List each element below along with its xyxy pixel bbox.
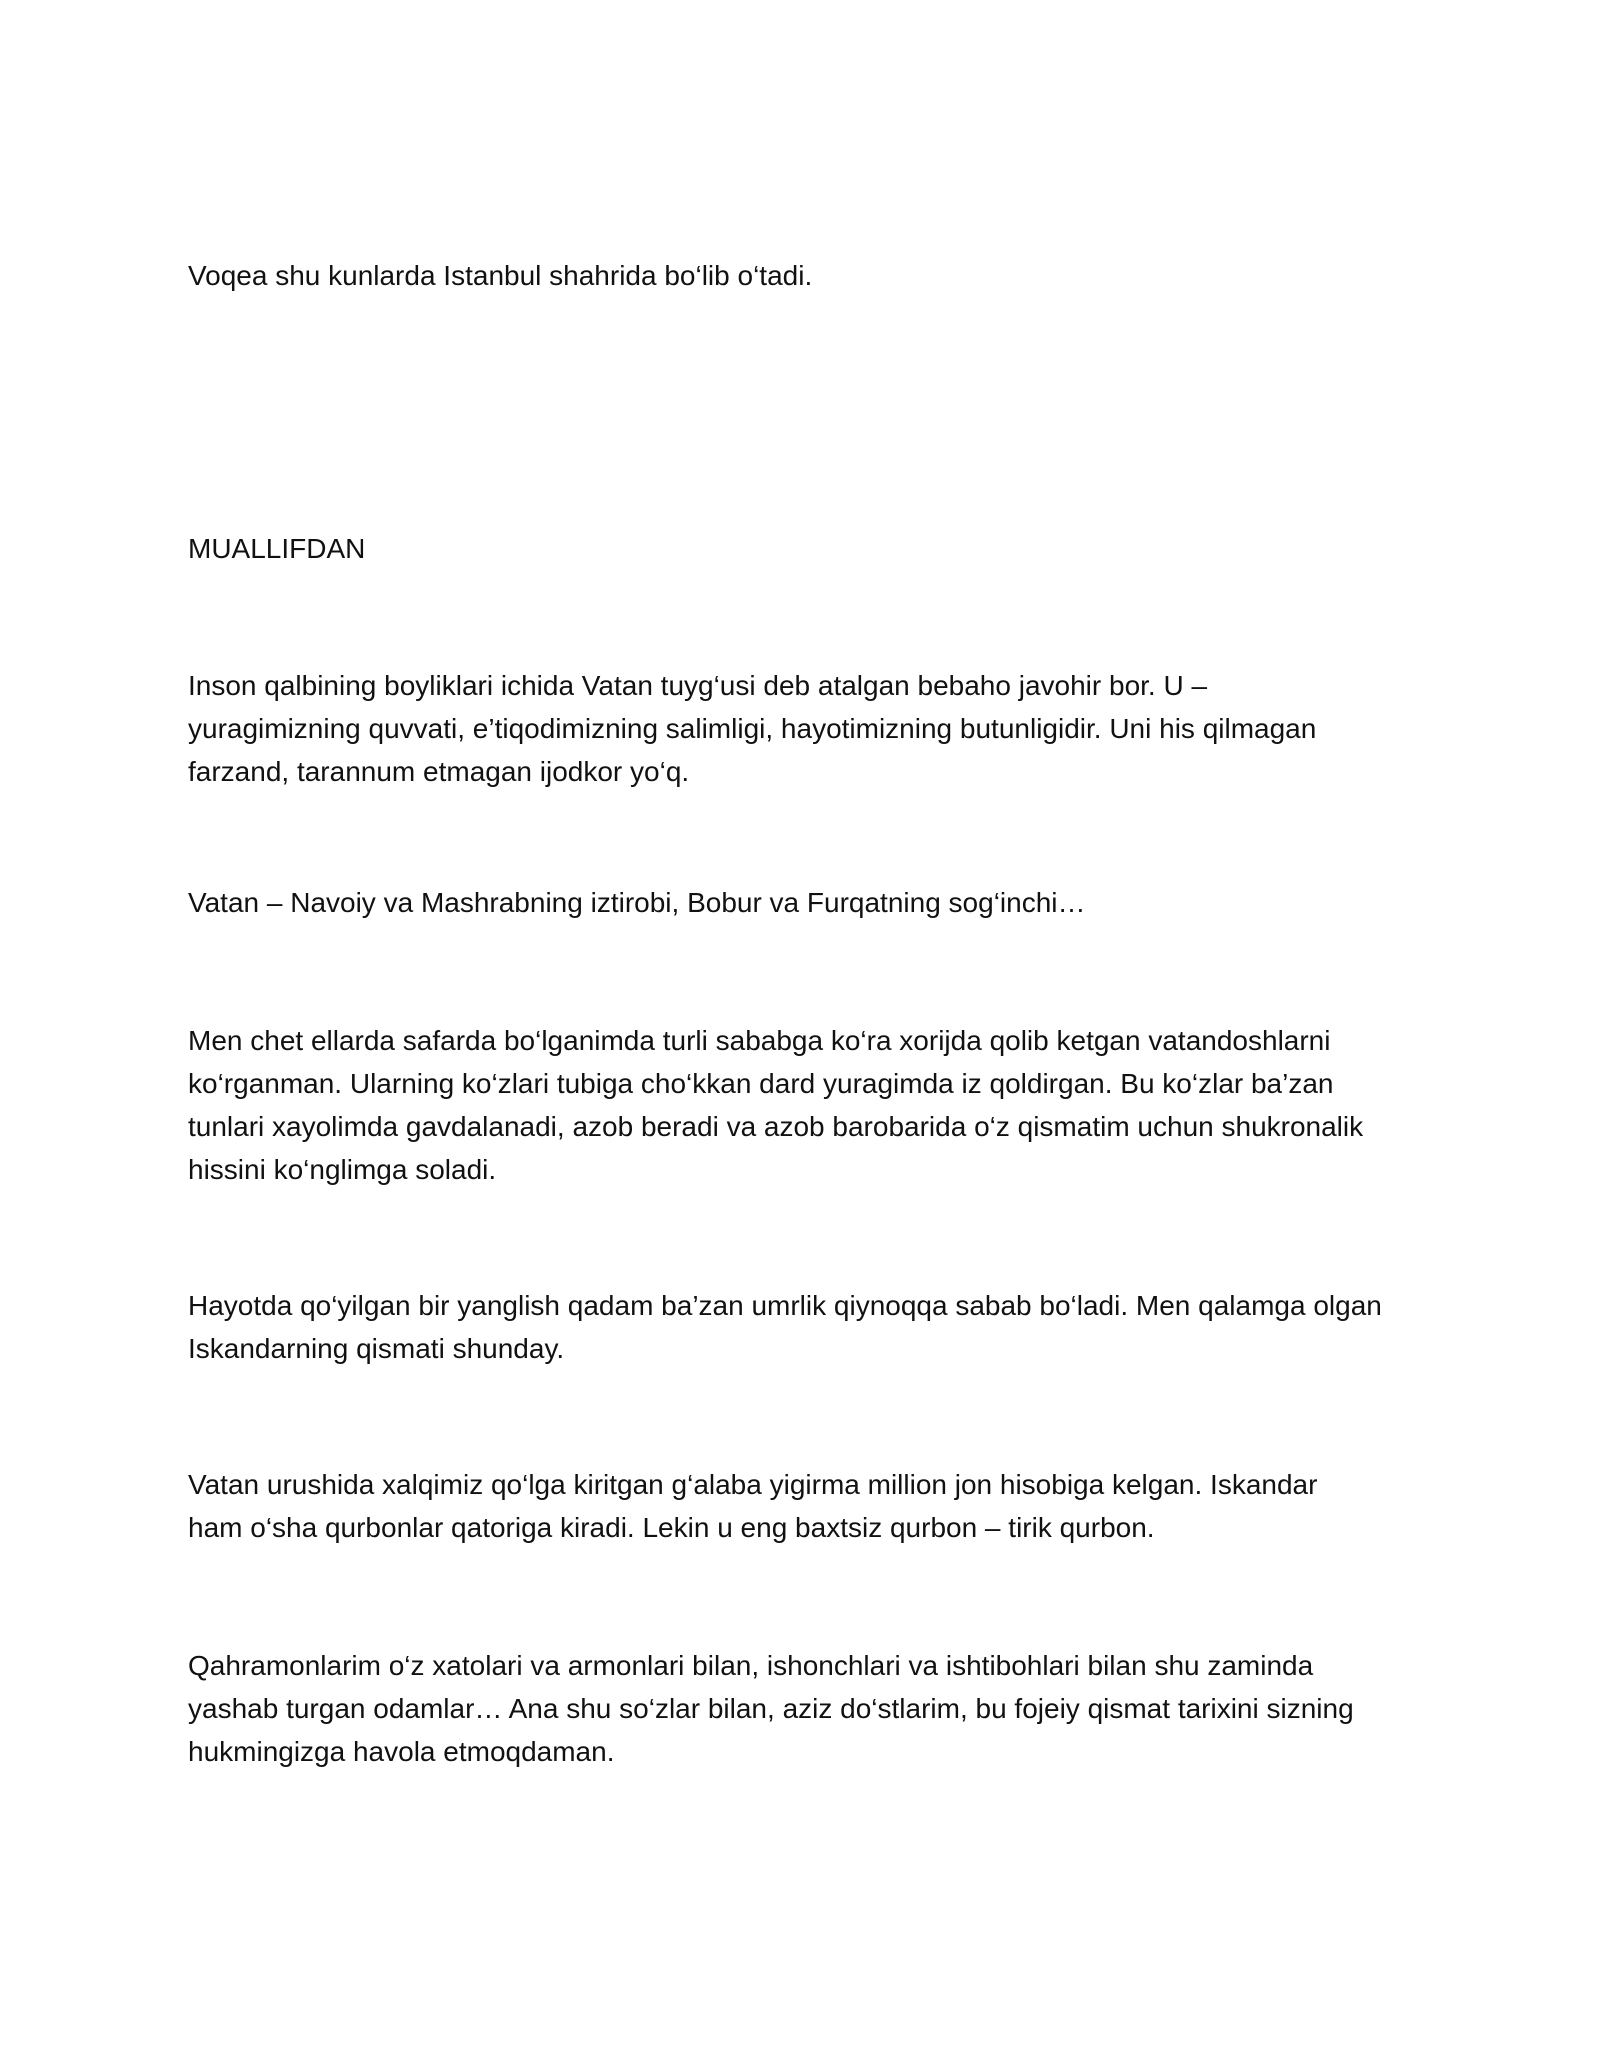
text-line: Voqea shu kunlarda Istanbul shahrida bo‘lib o‘tadi. xyxy=(188,260,813,291)
text-line: Vatan – Navoiy va Mashrabning iztirobi, Bobur va Furqatning sog‘inchi… xyxy=(188,887,1086,918)
paragraph-2 xyxy=(188,881,1428,924)
text-line: Vatan urushida xalqimiz qo‘lga kiritgan g‘alaba yigirma million jon hisobiga kelgan. Iskandar xyxy=(188,1469,1318,1500)
paragraph-6 xyxy=(188,1644,1428,1773)
text-line: tunlari xayolimda gavdalanadi, azob beradi va azob barobarida o‘z qismatim uchun shukronalik xyxy=(188,1111,1364,1142)
text-line: farzand, tarannum etmagan ijodkor yo‘q. xyxy=(188,756,690,787)
paragraph-4 xyxy=(188,1284,1428,1370)
text-line: Hayotda qo‘yilgan bir yanglish qadam ba’zan umrlik qiynoqqa sabab bo‘ladi. Men qalamga olgan xyxy=(188,1290,1382,1321)
section-heading xyxy=(188,527,1428,570)
paragraph-1 xyxy=(188,664,1428,793)
text-line: ham o‘sha qurbonlar qatoriga kiradi. Lekin u eng baxtsiz qurbon – tirik qurbon. xyxy=(188,1512,1155,1543)
opening-line xyxy=(188,254,1428,297)
text-line: ko‘rganman. Ularning ko‘zlari tubiga cho‘kkan dard yuragimda iz qoldirgan. Bu ko‘zlar ba’zan xyxy=(188,1068,1334,1099)
text-line: Inson qalbining boyliklari ichida Vatan tuyg‘usi deb atalgan bebaho javohir bor. U – xyxy=(188,670,1208,701)
text-line: hukmingizga havola etmoqdaman. xyxy=(188,1736,615,1767)
text-line: hissini ko‘nglimga soladi. xyxy=(188,1154,497,1185)
text-line: yashab turgan odamlar… Ana shu so‘zlar bilan, aziz do‘stlarim, bu fojeiy qismat tarixini sizning xyxy=(188,1693,1354,1724)
text-line: Men chet ellarda safarda bo‘lganimda turli sababga ko‘ra xorijda qolib ketgan vatandoshlarni xyxy=(188,1025,1331,1056)
paragraph-3 xyxy=(188,1019,1428,1191)
heading-text: MUALLIFDAN xyxy=(188,533,366,564)
text-line: Iskandarning qismati shunday. xyxy=(188,1333,565,1364)
text-line: Qahramonlarim o‘z xatolari va armonlari bilan, ishonchlari va ishtibohlari bilan shu zaminda xyxy=(188,1650,1314,1681)
paragraph-5 xyxy=(188,1463,1428,1549)
text-line: yuragimizning quvvati, e’tiqodimizning salimligi, hayotimizning butunligidir. Uni his qilmagan xyxy=(188,713,1317,744)
